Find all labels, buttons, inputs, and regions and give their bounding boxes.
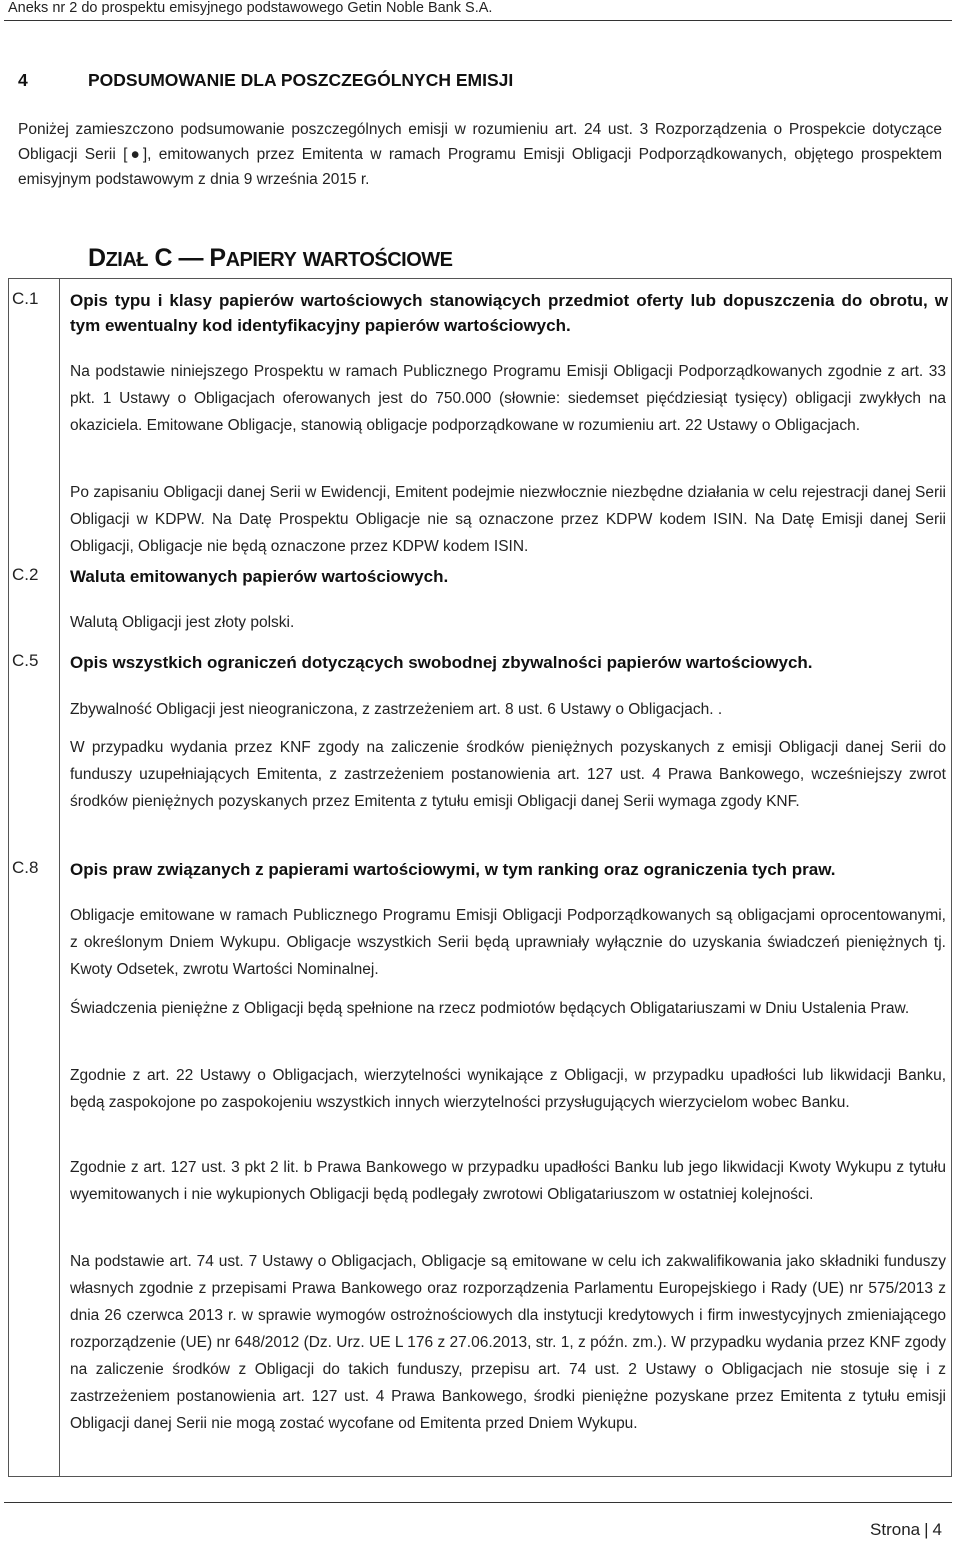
page-separator: | — [924, 1520, 929, 1539]
header-divider — [4, 20, 952, 21]
row-c8-paragraph-2: Świadczenia pieniężne z Obligacji będą spełnione na rzecz podmiotów będących Obligatariuszami w Dniu Ustalenia Praw. — [70, 1000, 910, 1017]
row-code-c1: C.1 — [12, 289, 39, 308]
document-header: Aneks nr 2 do prospektu emisyjnego podstawowego Getin Noble Bank S.A. — [8, 0, 493, 16]
row-c8-paragraph-5: Na podstawie art. 74 ust. 7 Ustawy o Obligacjach, Obligacje są emitowane w celu ich zakwalifikowania jako składniki funduszy własnych zgodnie z przepisami Prawa Bankowego oraz rozporządzenia Parlamentu Europejskiego i Rady (UE) nr 575/2013 z dnia 26 czerwca 2013 r. w sprawie wymogów ostrożnościowych dla instytucji kredytowych i firm inwestycyjnych zmieniającego rozporządzenie (UE) nr 648/2012 (Dz. Urz. UE L 176 z 27.06.2013, str. 1, z późn. zm.). W przypadku wydania przez KNF zgody na zaliczenie środków z Obligacji do takich funduszy, przepisu art. 74 ust. 2 Ustawy o Obligacjach nie stosuje się i z zastrzeżeniem postanowienia art. 127 ust. 4 Prawa Bankowego, środki pieniężne pozyskane przez Emitenta z tytułu emisji Obligacji danej Serii nie mogą zostać wycofane od Emitenta przed Dniem Wykupu. — [70, 1253, 946, 1432]
dzial-letter: C — [154, 244, 173, 272]
page-footer — [870, 1520, 942, 1540]
row-c1-paragraph-2: Po zapisaniu Obligacji danej Serii w Ewidencji, Emitent podejmie niezwłocznie niezbędne działania w celu rejestracji danej Serii Obligacji w KDPW. Na Datę Prospektu Obligacje nie są oznaczone przez KDPW kodem ISIN. Na Datę Emisji danej Serii Obligacji, Obligacje nie będą oznaczone przez KDPW kodem ISIN. — [70, 484, 946, 555]
row-code-c2: C.2 — [12, 565, 39, 584]
section-title: PODSUMOWANIE DLA POSZCZEGÓLNYCH EMISJI — [88, 70, 514, 90]
table-column-divider — [59, 278, 60, 1477]
row-code-c8: C.8 — [12, 858, 39, 877]
row-title-c2: Waluta emitowanych papierów wartościowych. — [70, 567, 449, 586]
section-number: 4 — [18, 70, 28, 90]
dzial-wartosciowe: WARTOŚCIOWE — [302, 249, 453, 271]
page-label: Strona — [870, 1520, 921, 1539]
row-title-c5: Opis wszystkich ograniczeń dotyczących swobodnej zbywalności papierów wartościowych. — [70, 653, 813, 672]
row-title-c8: Opis praw związanych z papierami wartościowymi, w tym ranking oraz ograniczenia tych praw. — [70, 860, 836, 879]
dzial-dash: — — [178, 244, 203, 272]
dzial-heading — [88, 244, 452, 273]
row-c8-paragraph-4: Zgodnie z art. 127 ust. 3 pkt 2 lit. b Prawa Bankowego w przypadku upadłości Banku lub jego likwidacji Kwoty Wykupu z tytułu wyemitowanych i nie wykupionych Obligacji będą podlegały zwrotowi Obligatariuszom w ostatniej kolejności. — [70, 1159, 946, 1203]
row-code-c5: C.5 — [12, 651, 39, 670]
page-number: 4 — [932, 1520, 942, 1539]
row-c1-paragraph-1: Na podstawie niniejszego Prospektu w ramach Publicznego Programu Emisji Obligacji Podporządkowanych zgodnie z art. 33 pkt. 1 Ustawy o Obligacjach oferowanych jest do 750.000 (słownie: siedemset pięćdziesiąt tysięcy) obligacji zwykłych na okaziciela. Emitowane Obligacje, stanowią obligacje podporządkowane w rozumieniu art. 22 Ustawy o Obligacjach. — [70, 363, 946, 434]
dzial-papiery-small: APIERY — [225, 249, 297, 271]
row-c2-paragraph-1: Walutą Obligacji jest złoty polski. — [70, 614, 295, 631]
section-intro: Poniżej zamieszczono podsumowanie poszczególnych emisji w rozumieniu art. 24 ust. 3 Rozporządzenia o Prospekcie dotyczące Obligacji Serii [●], emitowanych przez Emitenta w ramach Programu Emisji Obligacji Podporządkowanych, objętego prospektem emisyjnym podstawowym z dnia 9 września 2015 r. — [18, 121, 942, 188]
dzial-word-small: ZIAŁ — [105, 249, 148, 271]
row-c5-paragraph-2: W przypadku wydania przez KNF zgody na zaliczenie środków pieniężnych pozyskanych z emisji Obligacji danej Serii do funduszy uzupełniających Emitenta, z zastrzeżeniem postanowienia art. 127 ust. 4 Prawa Bankowego, wcześniejszy zwrot środków pieniężnych pozyskanych przez Emitenta z tytułu emisji Obligacji danej Serii wymaga zgody KNF. — [70, 739, 946, 810]
row-c8-paragraph-1: Obligacje emitowane w ramach Publicznego Programu Emisji Obligacji Podporządkowanych są obligacjami oprocentowanymi, z określonym Dniem Wykupu. Obligacje wszystkich Serii będą uprawniały wyłącznie do uzyskania świadczeń pieniężnych tj. Kwoty Odsetek, zwrotu Wartości Nominalnej. — [70, 907, 946, 978]
footer-divider — [4, 1502, 952, 1503]
row-c8-paragraph-3: Zgodnie z art. 22 Ustawy o Obligacjach, wierzytelności wynikające z Obligacji, w przypadku upadłości lub likwidacji Banku, będą zaspokojone po zaspokojeniu wszystkich innych wierzytelności przysługujących wierzycielom wobec Banku. — [70, 1067, 946, 1111]
row-c5-paragraph-1: Zbywalność Obligacji jest nieograniczona, z zastrzeżeniem art. 8 ust. 6 Ustawy o Obligacjach. . — [70, 701, 723, 718]
dzial-papiery-big: P — [209, 244, 226, 272]
row-title-c1: Opis typu i klasy papierów wartościowych stanowiących przedmiot oferty lub dopuszczenia do obrotu, w tym ewentualny kod identyfikacyjny papierów wartościowych. — [70, 291, 948, 335]
dzial-word-big: D — [88, 244, 106, 272]
